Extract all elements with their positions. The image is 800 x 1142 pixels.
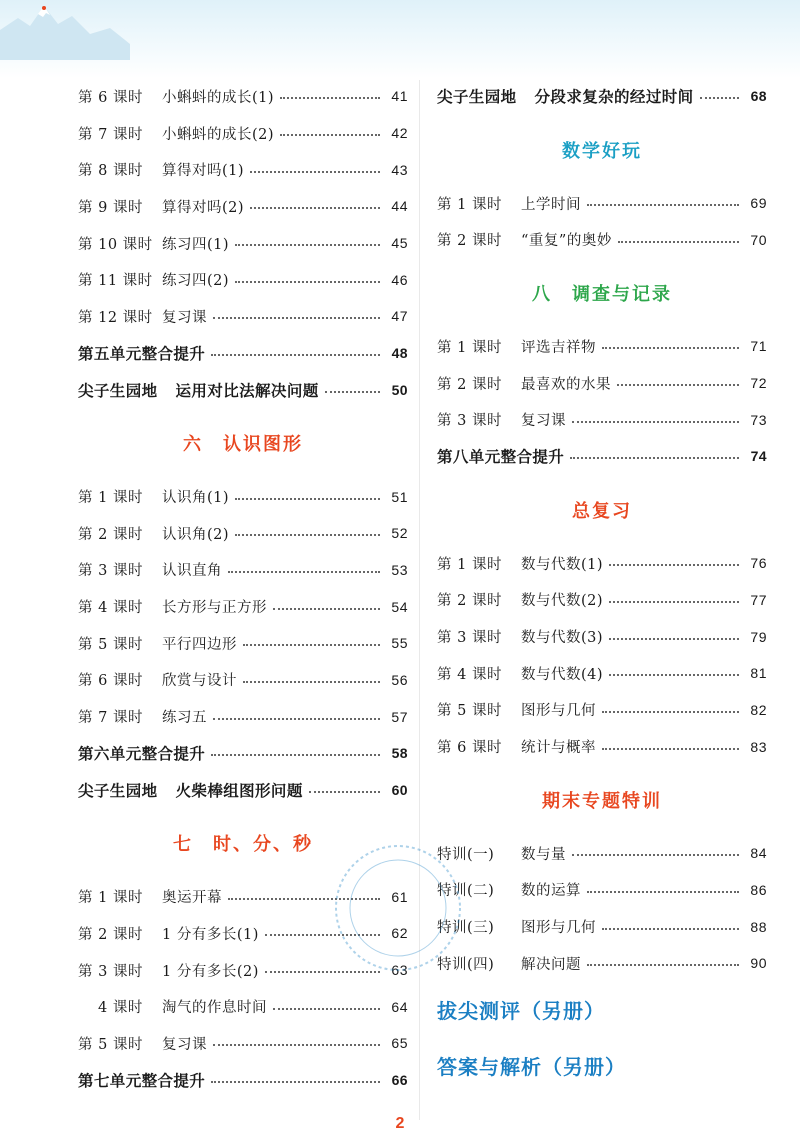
entry-title: 练习五	[162, 710, 207, 727]
page-ref: 63	[391, 962, 408, 979]
leader-dots	[325, 391, 380, 393]
leader-dots	[617, 384, 739, 386]
leader-dots	[572, 854, 739, 856]
toc-entry[interactable]	[78, 1025, 408, 1062]
lesson-label: 第 3 课时	[78, 963, 143, 980]
entry-title: 平行四边形	[162, 636, 237, 653]
page-ref: 47	[391, 308, 408, 325]
leader-dots	[587, 891, 739, 893]
entry-title: 解决问题	[521, 956, 581, 973]
page-ref: 53	[391, 561, 408, 578]
leader-dots	[602, 711, 739, 713]
leader-dots	[213, 718, 380, 720]
page-ref: 64	[391, 998, 408, 1015]
toc-entry[interactable]	[78, 552, 408, 589]
toc-summary-entry[interactable]	[78, 372, 408, 409]
page-ref: 44	[391, 198, 408, 215]
page-ref: 68	[750, 88, 767, 105]
lesson-label: 第 11 课时	[78, 273, 153, 290]
lesson-label: 第 2 课时	[437, 376, 502, 393]
section-heading: 期末专题特训	[542, 790, 662, 811]
toc-entry[interactable]	[78, 662, 408, 699]
page-ref: 48	[391, 345, 408, 362]
leader-dots	[618, 241, 739, 243]
section-heading: 八 调查与记录	[532, 284, 672, 305]
page-ref: 57	[391, 708, 408, 725]
entry-title: 尖子生园地	[78, 382, 158, 400]
entry-title: 数与量	[521, 846, 566, 863]
page-ref: 73	[750, 411, 767, 428]
leader-dots	[602, 748, 739, 750]
header-band	[0, 0, 800, 78]
entry-title: 数与代数(1)	[521, 556, 604, 573]
entry-title: 数与代数(3)	[521, 630, 604, 647]
lesson-label: 第 9 课时	[78, 199, 143, 216]
lesson-label: 第 1 课时	[437, 556, 502, 573]
page-ref: 70	[750, 231, 767, 248]
toc-entry[interactable]	[78, 151, 408, 188]
entry-title: 练习四(1)	[162, 236, 230, 253]
page-ref: 76	[750, 555, 767, 572]
toc-entry[interactable]	[78, 115, 408, 152]
entry-title: 复习课	[162, 1036, 207, 1053]
toc-entry[interactable]	[78, 588, 408, 625]
mountain-illustration	[0, 0, 130, 60]
watermark-stamp	[328, 838, 468, 978]
toc-entry[interactable]	[437, 328, 767, 365]
leader-dots	[213, 1044, 380, 1046]
entry-subtitle: 火柴棒组图形问题	[175, 783, 303, 801]
lesson-label: 第 3 课时	[437, 413, 502, 430]
toc-right-column	[437, 78, 767, 1094]
lesson-label: 第 4 课时	[78, 600, 143, 617]
entry-title: 数的运算	[521, 883, 581, 900]
toc-entry[interactable]	[437, 728, 767, 765]
entry-title: 认识角(1)	[162, 490, 230, 507]
entry-title: 小蝌蚪的成长(1)	[162, 89, 275, 106]
page-ref: 84	[750, 845, 767, 862]
page-ref: 58	[391, 745, 408, 762]
entry-title: 1 分有多长(1)	[162, 926, 259, 943]
page-ref: 77	[750, 591, 767, 608]
leader-dots	[228, 571, 380, 573]
toc-entry[interactable]	[78, 988, 408, 1025]
toc-entry[interactable]	[78, 298, 408, 335]
entry-title: 小蝌蚪的成长(2)	[162, 126, 275, 143]
lesson-label: 第 6 课时	[437, 740, 502, 757]
page-ref: 71	[750, 338, 767, 355]
toc-entry[interactable]	[437, 908, 767, 945]
toc-entry[interactable]	[78, 78, 408, 115]
lesson-label: 第 12 课时	[78, 309, 153, 326]
entry-title: 第六单元整合提升	[78, 746, 206, 764]
lesson-label: 特训(二)	[437, 883, 495, 900]
lesson-label: 第 8 课时	[78, 163, 143, 180]
lesson-label: 第 2 课时	[78, 526, 143, 543]
entry-title: 长方形与正方形	[162, 600, 267, 617]
page-ref: 55	[391, 635, 408, 652]
entry-title: 统计与概率	[521, 740, 596, 757]
entry-title: 练习四(2)	[162, 273, 230, 290]
toc-entry[interactable]	[437, 618, 767, 655]
entry-title: 第七单元整合提升	[78, 1073, 206, 1091]
lesson-label: 第 6 课时	[78, 89, 143, 106]
leader-dots	[273, 608, 380, 610]
booklet-heading: 答案与解析（另册）	[437, 1057, 626, 1080]
toc-entry[interactable]	[437, 401, 767, 438]
lesson-label: 特训(三)	[437, 920, 495, 937]
page-ref: 82	[750, 701, 767, 718]
page-ref: 54	[391, 598, 408, 615]
page-ref: 50	[391, 381, 408, 398]
lesson-label: 第 2 课时	[78, 926, 143, 943]
page-ref: 83	[750, 738, 767, 755]
leader-dots	[211, 754, 380, 756]
entry-title: 图形与几何	[521, 920, 596, 937]
leader-dots	[235, 534, 380, 536]
lesson-label: 第 1 课时	[78, 490, 143, 507]
toc-summary-entry[interactable]	[78, 1062, 408, 1099]
toc-summary-entry[interactable]	[78, 335, 408, 372]
toc-entry[interactable]	[78, 188, 408, 225]
page-ref: 69	[750, 195, 767, 212]
lesson-label: 第 7 课时	[78, 126, 143, 143]
toc-summary-entry[interactable]	[437, 78, 767, 115]
toc-entry[interactable]	[437, 545, 767, 582]
page-ref: 72	[750, 375, 767, 392]
leader-dots	[243, 681, 380, 683]
lesson-label: 第 1 课时	[78, 890, 143, 907]
lesson-label: 第 10 课时	[78, 236, 153, 253]
page-ref: 56	[391, 671, 408, 688]
lesson-label: 第 2 课时	[437, 233, 502, 250]
toc-summary-entry[interactable]	[437, 438, 767, 475]
page-ref: 81	[750, 665, 767, 682]
entry-title: 算得对吗(2)	[162, 199, 245, 216]
page-ref: 66	[391, 1072, 408, 1089]
section-heading: 七 时、分、秒	[173, 834, 313, 855]
toc-entry[interactable]	[78, 225, 408, 262]
entry-title: 1 分有多长(2)	[162, 963, 259, 980]
leader-dots	[602, 928, 739, 930]
entry-title: 奥运开幕	[162, 890, 222, 907]
page-ref: 62	[391, 925, 408, 942]
page-ref: 41	[391, 88, 408, 105]
leader-dots	[572, 421, 739, 423]
toc-entry[interactable]	[78, 478, 408, 515]
entry-title: 第八单元整合提升	[437, 449, 565, 467]
page-ref: 43	[391, 161, 408, 178]
toc-entry[interactable]	[437, 582, 767, 619]
page-ref: 42	[391, 125, 408, 142]
lesson-label: 第 3 课时	[437, 630, 502, 647]
lesson-label: 特训(四)	[437, 956, 495, 973]
toc-entry[interactable]	[437, 692, 767, 729]
entry-title: 数与代数(4)	[521, 666, 604, 683]
toc-entry[interactable]	[437, 835, 767, 872]
leader-dots	[235, 498, 380, 500]
page-ref: 79	[750, 628, 767, 645]
lesson-label: 特训(一)	[437, 846, 495, 863]
lesson-label: 第 1 课时	[437, 339, 502, 356]
lesson-label: 第 7 课时	[78, 710, 143, 727]
lesson-label: 4 课时	[98, 1000, 143, 1017]
page-number: 2	[395, 1115, 405, 1132]
leader-dots	[309, 791, 380, 793]
entry-subtitle: 运用对比法解决问题	[175, 382, 319, 400]
lesson-label: 第 3 课时	[78, 563, 143, 580]
entry-title: 认识直角	[162, 563, 222, 580]
entry-title: 尖子生园地	[437, 89, 517, 107]
entry-title: 评选吉祥物	[521, 339, 596, 356]
lesson-label: 第 6 课时	[78, 673, 143, 690]
section-heading: 总复习	[572, 500, 632, 521]
section-heading: 六 认识图形	[183, 434, 303, 455]
lesson-label: 第 4 课时	[437, 666, 502, 683]
page-ref: 88	[750, 918, 767, 935]
entry-title: 认识角(2)	[162, 526, 230, 543]
section-heading: 数学好玩	[562, 140, 642, 161]
entry-title: 上学时间	[521, 196, 581, 213]
toc-entry[interactable]	[437, 365, 767, 402]
leader-dots	[280, 97, 380, 99]
page-ref: 61	[391, 888, 408, 905]
entry-title: 尖子生园地	[78, 783, 158, 801]
lesson-label: 第 1 课时	[437, 196, 502, 213]
toc-entry[interactable]	[437, 221, 767, 258]
lesson-label: 第 5 课时	[78, 1036, 143, 1053]
page-ref: 45	[391, 235, 408, 252]
page-ref: 65	[391, 1035, 408, 1052]
entry-title: 复习课	[162, 309, 207, 326]
leader-dots	[609, 601, 739, 603]
entry-title: 复习课	[521, 413, 566, 430]
page-ref: 60	[391, 782, 408, 799]
toc-entry[interactable]	[78, 515, 408, 552]
leader-dots	[273, 1008, 380, 1010]
entry-title: 算得对吗(1)	[162, 163, 245, 180]
leader-dots	[570, 457, 739, 459]
page-ref: 52	[391, 525, 408, 542]
toc-entry[interactable]	[78, 698, 408, 735]
entry-title: 欣赏与设计	[162, 673, 237, 690]
entry-title: 第五单元整合提升	[78, 346, 206, 364]
leader-dots	[250, 207, 380, 209]
leader-dots	[211, 1081, 380, 1083]
leader-dots	[213, 317, 380, 319]
lesson-label: 第 5 课时	[437, 703, 502, 720]
booklet-heading: 拔尖测评（另册）	[437, 1001, 605, 1024]
entry-title: 图形与几何	[521, 703, 596, 720]
leader-dots	[602, 347, 739, 349]
leader-dots	[609, 674, 739, 676]
leader-dots	[243, 644, 380, 646]
leader-dots	[280, 134, 380, 136]
leader-dots	[235, 244, 380, 246]
toc-entry[interactable]	[437, 872, 767, 909]
lesson-label: 第 5 课时	[78, 636, 143, 653]
page-ref: 51	[391, 488, 408, 505]
lesson-label: 第 2 课时	[437, 593, 502, 610]
leader-dots	[609, 638, 739, 640]
toc-entry[interactable]	[78, 625, 408, 662]
toc-summary-entry[interactable]	[78, 735, 408, 772]
entry-title: 数与代数(2)	[521, 593, 604, 610]
page-ref: 74	[750, 448, 767, 465]
toc-entry[interactable]	[437, 945, 767, 982]
toc-summary-entry[interactable]	[78, 772, 408, 809]
leader-dots	[700, 97, 739, 99]
toc-entry[interactable]	[437, 185, 767, 222]
toc-entry[interactable]	[437, 655, 767, 692]
leader-dots	[587, 204, 739, 206]
entry-title: “重复”的奥妙	[521, 233, 612, 250]
leader-dots	[609, 564, 739, 566]
page-ref: 86	[750, 881, 767, 898]
page-ref: 46	[391, 271, 408, 288]
toc-entry[interactable]	[78, 261, 408, 298]
entry-title: 最喜欢的水果	[521, 376, 611, 393]
leader-dots	[587, 964, 739, 966]
leader-dots	[211, 354, 380, 356]
page-ref: 90	[750, 955, 767, 972]
leader-dots	[250, 171, 380, 173]
leader-dots	[235, 281, 380, 283]
entry-subtitle: 分段求复杂的经过时间	[534, 89, 694, 107]
entry-title: 淘气的作息时间	[162, 1000, 267, 1017]
